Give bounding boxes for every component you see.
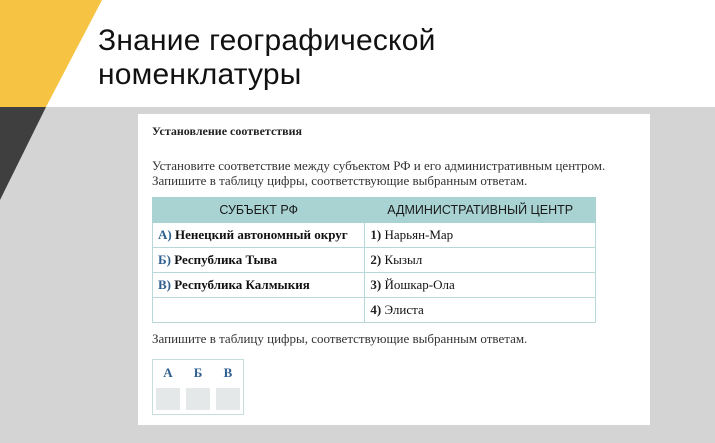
subject-cell [153,223,365,248]
slide-title [98,24,698,92]
subject-cell [153,248,365,273]
slide-title-line2: номенклатуры [98,58,302,91]
row-number: 4) [370,302,382,317]
answer-header-a: А [163,364,173,380]
subject-name: Республика Калмыкия [174,277,310,292]
answer-header-v: В [223,364,233,380]
row-number: 3) [370,277,382,292]
center-cell [365,248,596,273]
row-number: 1) [370,227,382,242]
header-center: АДМИНИСТРАТИВНЫЙ ЦЕНТР [365,198,596,223]
center-cell [365,273,596,298]
row-letter: В) [158,277,171,292]
center-cell [365,223,596,248]
answer-input-v[interactable] [216,388,240,410]
answer-cell [183,386,213,415]
instruction-line2: Запишите в таблицу цифры, соответствующие выбранным ответам. [152,173,528,188]
table-row [153,273,596,298]
subject-cell [153,298,365,323]
answer-instruction: Запишите в таблицу цифры, соответствующие выбранным ответам. [152,331,528,346]
matching-table [152,197,596,323]
answer-input-a[interactable] [156,388,180,410]
answer-table [152,359,244,415]
answer-cell [213,386,244,415]
center-name: Кызыл [384,252,423,267]
matching-table-header [153,198,596,223]
section-title: Установление соответствия [152,124,303,138]
row-letter: А) [158,227,172,242]
center-name: Элиста [384,302,424,317]
answer-header-row [153,360,244,386]
answer-input-row [153,386,244,415]
row-letter: Б) [158,252,171,267]
answer-cell [153,386,184,415]
subject-cell [153,273,365,298]
answer-header-b: Б [193,364,203,380]
task-card [138,114,650,425]
table-row [153,223,596,248]
yellow-corner-shape [0,0,102,107]
subject-name: Республика Тыва [174,252,278,267]
subject-name: Ненецкий автономный округ [174,227,348,242]
task-instruction [152,158,636,188]
center-cell [365,298,596,323]
header-subject: СУБЪЕКТ РФ [153,198,365,223]
instruction-line1: Установите соответствие между субъектом РФ и его административным центром. [152,158,606,173]
row-number: 2) [370,252,382,267]
table-row [153,298,596,323]
center-name: Нарьян-Мар [384,227,454,242]
center-name: Йошкар-Ола [384,277,455,292]
answer-input-b[interactable] [186,388,210,410]
slide-title-line1: Знание географической [98,24,436,57]
table-row [153,248,596,273]
